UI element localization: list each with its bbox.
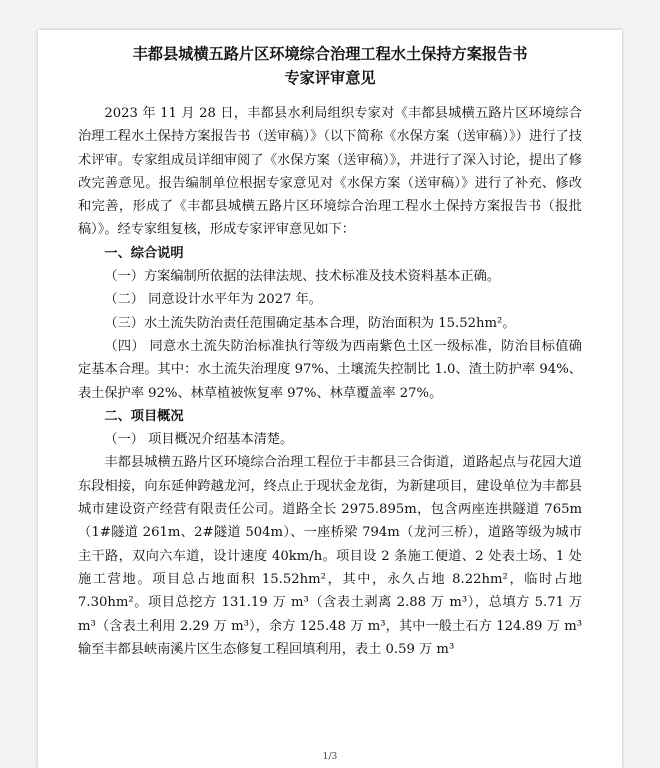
section-heading-project: 二、项目概况 [104, 408, 184, 424]
section1-item-1: （一）方案编制所依据的法律法规、技术标准及技术资料基本正确。 [104, 269, 501, 285]
section1-item-2: （二） 同意设计水平年为 2027 年。 [104, 292, 322, 308]
document-subtitle: 专家评审意见 [284, 69, 376, 87]
document-page [38, 30, 622, 768]
document-content [38, 30, 622, 661]
page-number: 1/3 [322, 752, 338, 762]
section2-paragraph: 丰都县城横五路片区环境综合治理工程位于丰都县三合街道，道路起点与花园大道东段相接，向东延伸跨越龙河，终点止于现状金龙街，为新建项目，建设单位为丰都县城市建设资产经营有限责任公司。道路全长 2975.895m，包含两座连拱隧道 765m（1#隧道 261m、2#隧道 504m）、一座桥梁 794m（龙河三桥），道路等级为城市主干路，双向六车道，设计速度 40km/h。项目设 2 条施工便道、2 处表土场、1 处施工营地。项目总占地面积 15.52hm²，其中，永久占地 8.22hm²，临时占地 7.30hm²。项目总挖方 131.19 万 m³（含表土剥离 2.88 万 m³），总填方 5.71 万 m³（含表土利用 2.29 万 m³），余方 125.48 万 m³，其中一般土石方 124.89 万 m³ 输至丰都县峡南溪片区生态修复工程回填利用，表土 0.59 万 m³ [78, 455, 582, 657]
section-heading-overview: 一、综合说明 [104, 245, 184, 261]
section1-item-4: （四） 同意水土流失防治标准执行等级为西南紫色土区一级标准，防治目标值确定基本合理。其中：水土流失治理度 97%、土壤流失控制比 1.0、渣土防护率 94%、表土保护率 92%、林草植被恢复率 97%、林草覆盖率 27%。 [78, 338, 582, 401]
intro-paragraph: 2023 年 11 月 28 日，丰都县水利局组织专家对《丰都县城横五路片区环境综合治理工程水土保持方案报告书（送审稿）》（以下简称《水保方案（送审稿）》）进行了技术评审。专家组成员详细审阅了《水保方案（送审稿）》，并进行了深入讨论，提出了修改完善意见。报告编制单位根据专家意见对《水保方案（送审稿）》进行了补充、修改和完善，形成了《丰都县城横五路片区环境综合治理工程水土保持方案报告书（报批稿）》。经专家组复核，形成专家评审意见如下： [78, 106, 582, 238]
section2-item-1: （一） 项目概况介绍基本清楚。 [104, 432, 294, 448]
section1-item-3: （三）水土流失防治责任范围确定基本合理，防治面积为 15.52hm²。 [104, 315, 516, 331]
document-title: 丰都县城横五路片区环境综合治理工程水土保持方案报告书 [132, 45, 528, 63]
